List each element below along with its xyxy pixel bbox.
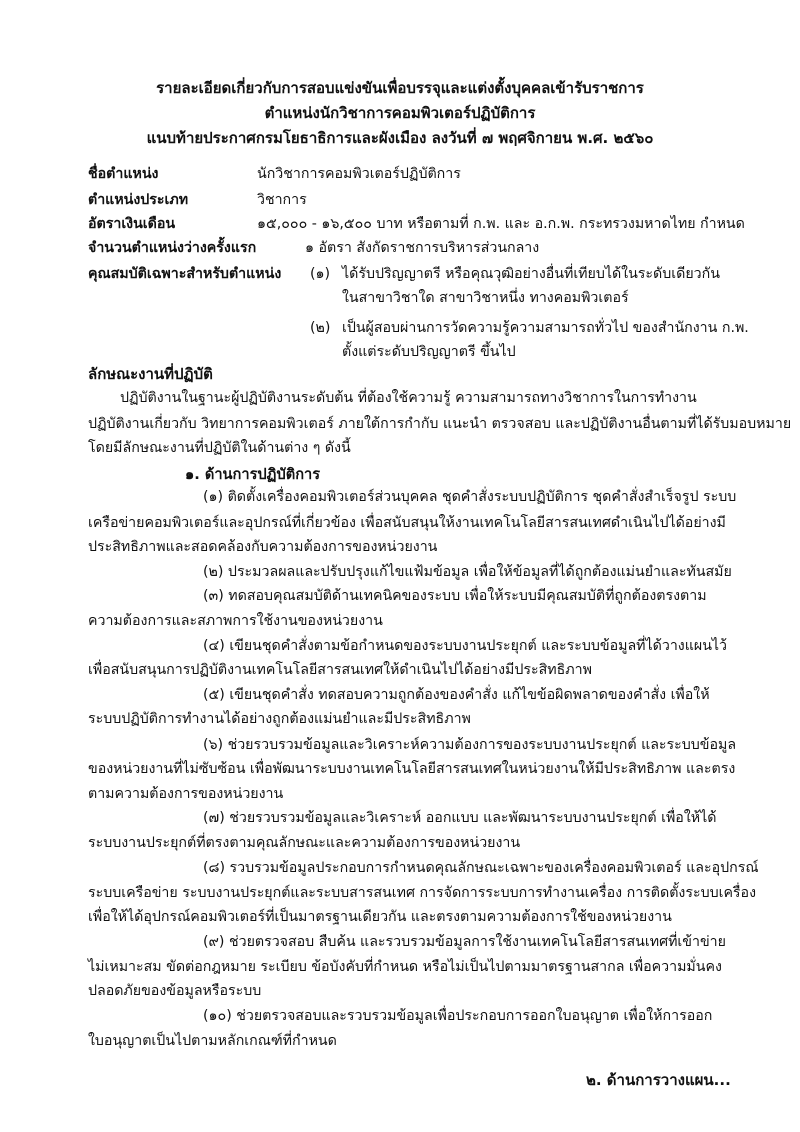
item-7-line-2: ระบบงานประยุกต์ที่ตรงตามคุณลักษณะและความต้องการของหน่วยงาน [88,835,521,851]
operations-subsection-title: ๑. ด้านการปฏิบัติการ [185,466,321,483]
qualification-2-line-1: เป็นผู้สอบผ่านการวัดความรู้ความสามารถทั่วไป ของสำนักงาน ก.พ. [342,320,749,336]
item-6-line-3: ตามความต้องการของหน่วยงาน [88,786,284,802]
intro-line-1: ปฏิบัติงานในฐานะผู้ปฏิบัติงานระดับต้น ที่ต้องใช้ความรู้ ความสามารถทางวิชาการในการทำงาน [120,390,697,406]
item-1-line-3: ประสิทธิภาพและสอดคล้องกับความต้องการของหน่วยงาน [88,539,438,555]
item-6-line-2: ของหน่วยงานที่ไม่ซับซ้อน เพื่อพัฒนาระบบงานเทคโนโลยีสารสนเทศในหน่วยงานให้มีประสิทธิภาพ และตรง [88,761,736,777]
document-title-line-1: รายละเอียดเกี่ยวกับการสอบแข่งขันเพื่อบรรจุและแต่งตั้งบุคคลเข้ารับราชการ [156,79,644,97]
item-7-line-1: (๗) ช่วยรวบรวมข้อมูลและวิเคราะห์ ออกแบบ และพัฒนาระบบงานประยุกต์ เพื่อให้ได้ [203,810,717,826]
item-6-line-1: (๖) ช่วยรวบรวมข้อมูลและวิเคราะห์ความต้องการของระบบงานประยุกต์ และระบบข้อมูล [203,737,737,753]
position-name-label: ชื่อตำแหน่ง [88,166,159,182]
item-9-line-1: (๙) ช่วยตรวจสอบ สืบค้น และรวบรวมข้อมูลการใช้งานเทคโนโลยีสารสนเทศที่เข้าข่าย [203,934,726,950]
item-3-line-1: (๓) ทดสอบคุณสมบัติด้านเทคนิคของระบบ เพื่อให้ระบบมีคุณสมบัติที่ถูกต้องตรงตาม [203,588,707,604]
item-9-line-2: ไม่เหมาะสม ขัดต่อกฎหมาย ระเบียบ ข้อบังคับที่กำหนด หรือไม่เป็นไปตามมาตรฐานสากล เพื่อความมั่นคง [88,959,722,975]
item-5-line-1: (๕) เขียนชุดคำสั่ง ทดสอบความถูกต้องของคำสั่ง แก้ไขข้อผิดพลาดของคำสั่ง เพื่อให้ [203,687,710,703]
qualification-2-line-2: ตั้งแต่ระดับปริญญาตรี ขึ้นไป [342,344,516,360]
item-4-line-2: เพื่อสนับสนุนการปฏิบัติงานเทคโนโลยีสารสนเทศให้ดำเนินไปได้อย่างมีประสิทธิภาพ [88,662,592,678]
qualification-1-line-2: ในสาขาวิชาใด สาขาวิชาหนึ่ง ทางคอมพิวเตอร์ [342,290,629,306]
qualification-2-number: (๒) [310,320,331,336]
qualification-1-number: (๑) [310,266,331,282]
item-8-line-2: ระบบเครือข่าย ระบบงานประยุกต์และระบบสารสนเทศ การจัดการระบบการทำงานเครื่อง การติดตั้งระบบเครื่อง [88,885,757,901]
item-8-line-3: เพื่อให้ได้อุปกรณ์คอมพิวเตอร์ที่เป็นมาตรฐานเดียวกัน และตรงตามความต้องการใช้ของหน่วยงาน [88,909,672,925]
item-2-line-1: (๒) ประมวลผลและปรับปรุงแก้ไขแฟ้มข้อมูล เพื่อให้ข้อมูลที่ได้ถูกต้องแม่นยำและทันสมัย [203,564,732,580]
work-section-title: ลักษณะงานที่ปฏิบัติ [88,365,213,383]
item-8-line-1: (๘) รวบรวมข้อมูลประกอบการกำหนดคุณลักษณะเฉพาะของเครื่องคอมพิวเตอร์ และอุปกรณ์ [203,860,759,876]
qualifications-label: คุณสมบัติเฉพาะสำหรับตำแหน่ง [88,266,282,282]
item-10-line-2: ใบอนุญาตเป็นไปตามหลักเกณฑ์ที่กำหนด [88,1033,337,1049]
vacancy-value: ๑ อัตรา สังกัดราชการบริหารส่วนกลาง [305,240,540,256]
intro-line-2: ปฏิบัติงานเกี่ยวกับ วิทยาการคอมพิวเตอร์ ภายใต้การกำกับ แนะนำ ตรวจสอบ และปฏิบัติงานอื่นตามที่ได้รับมอบหมาย [88,416,792,432]
salary-value: ๑๕,๐๐๐ - ๑๖,๕๐๐ บาท หรือตามที่ ก.พ. และ อ.ก.พ. กระทรวงมหาดไทย กำหนด [257,216,745,232]
qualification-1-line-1: ได้รับปริญญาตรี หรือคุณวุฒิอย่างอื่นที่เทียบได้ในระดับเดียวกัน [342,266,720,282]
item-4-line-1: (๔) เขียนชุดคำสั่งตามข้อกำหนดของระบบงานประยุกต์ และระบบข้อมูลที่ได้วางแผนไว้ [203,638,727,654]
document-title-line-2: ตำแหน่งนักวิชาการคอมพิวเตอร์ปฏิบัติการ [264,104,536,122]
document-title-line-3: แนบท้ายประกาศกรมโยธาธิการและผังเมือง ลงวันที่ ๗ พฤศจิกายน พ.ศ. ๒๕๖๐ [146,129,654,147]
position-type-value: วิชาการ [257,192,307,208]
item-1-line-1: (๑) ติดตั้งเครื่องคอมพิวเตอร์ส่วนบุคคล ชุดคำสั่งระบบปฏิบัติการ ชุดคำสั่งสำเร็จรูป ระบบ [203,489,737,505]
item-5-line-2: ระบบปฏิบัติการทำงานได้อย่างถูกต้องแม่นยำและมีประสิทธิภาพ [88,711,471,727]
vacancy-label: จำนวนตำแหน่งว่างครั้งแรก [88,240,257,256]
position-type-label: ตำแหน่งประเภท [88,192,189,208]
salary-label: อัตราเงินเดือน [88,216,176,232]
item-1-line-2: เครือข่ายคอมพิวเตอร์และอุปกรณ์ที่เกี่ยวข้อง เพื่อสนับสนุนให้งานเทคโนโลยีสารสนเทศดำเนินไปได้อย่างมี [88,515,726,531]
intro-line-3: โดยมีลักษณะงานที่ปฏิบัติในด้านต่าง ๆ ดังนี้ [88,440,351,456]
item-9-line-3: ปลอดภัยของข้อมูลหรือระบบ [88,983,262,999]
position-name-value: นักวิชาการคอมพิวเตอร์ปฏิบัติการ [257,166,461,182]
item-3-line-2: ความต้องการและสภาพการใช้งานของหน่วยงาน [88,613,383,629]
item-10-line-1: (๑๐) ช่วยตรวจสอบและรวบรวมข้อมูลเพื่อประกอบการออกใบอนุญาต เพื่อให้การออก [203,1008,713,1024]
next-section-continuation: ๒. ด้านการวางแผน... [586,1071,731,1089]
